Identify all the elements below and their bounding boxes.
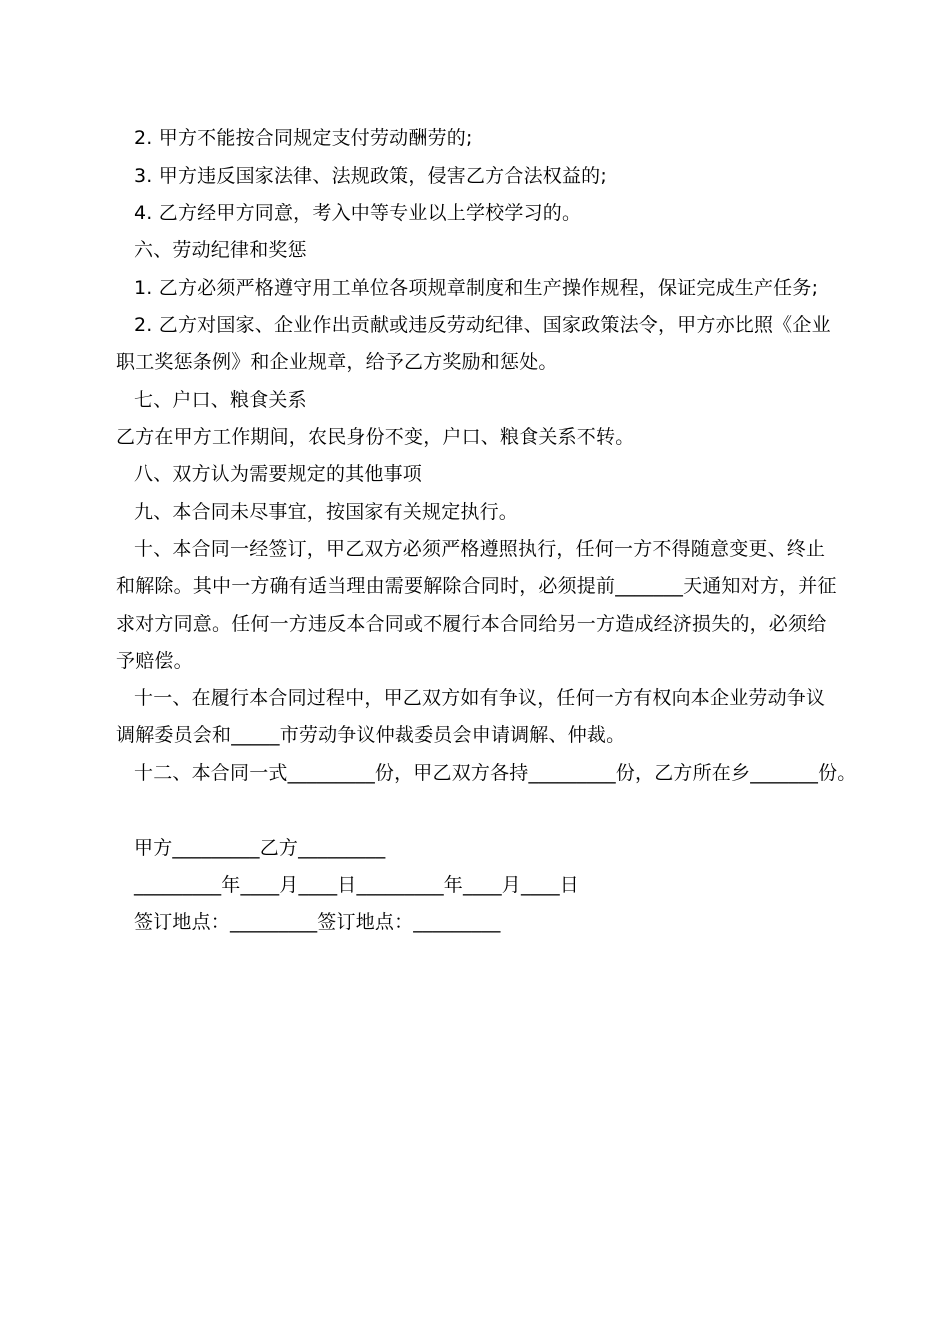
clause-text: 1. 乙方必须严格遵守用工单位各项规章制度和生产操作规程，保证完成生产任务; xyxy=(134,277,819,299)
section-heading: 十一、在履行本合同过程中，甲乙双方如有争议，任何一方有权向本企业劳动争议 xyxy=(134,687,826,709)
section-heading: 八、双方认为需要规定的其他事项 xyxy=(134,463,423,485)
signature-parties: 甲方_________乙方_________ xyxy=(134,837,386,859)
signature-dates: _________年____月____日_________年____月____日 xyxy=(134,874,580,896)
clause-text: 职工奖惩条例》和企业规章，给予乙方奖励和惩处。 xyxy=(116,351,558,373)
clause-text: 求对方同意。任何一方违反本合同或不履行本合同给另一方造成经济损失的，必须给 xyxy=(116,613,827,635)
clause-text: 调解委员会和_____市劳动争议仲裁委员会申请调解、仲裁。 xyxy=(116,724,626,746)
clause-text: 4. 乙方经甲方同意，考入中等专业以上学校学习的。 xyxy=(134,202,582,224)
clause-text: 2. 甲方不能按合同规定支付劳动酬劳的; xyxy=(134,127,473,149)
clause-text: 2. 乙方对国家、企业作出贡献或违反劳动纪律、国家政策法令，甲方亦比照《企业 xyxy=(134,314,831,336)
clause-text: 乙方在甲方工作期间，农民身份不变，户口、粮食关系不转。 xyxy=(116,426,635,448)
section-heading: 十、本合同一经签订，甲乙双方必须严格遵照执行，任何一方不得随意变更、终止 xyxy=(134,538,826,560)
clause-text: 和解除。其中一方确有适当理由需要解除合同时，必须提前_______天通知对方，并征 xyxy=(116,575,837,597)
clause-text: 3. 甲方违反国家法律、法规政策，侵害乙方合法权益的; xyxy=(134,165,607,187)
section-heading: 十二、本合同一式_________份，甲乙双方各持_________份，乙方所在乡_______份。 xyxy=(134,762,857,784)
signature-places: 签订地点：_________签订地点：_________ xyxy=(134,911,501,933)
section-heading: 七、户口、粮食关系 xyxy=(134,389,307,411)
section-heading: 六、劳动纪律和奖惩 xyxy=(134,239,307,261)
section-heading: 九、本合同未尽事宜，按国家有关规定执行。 xyxy=(134,501,519,523)
clause-text: 予赔偿。 xyxy=(116,650,193,672)
